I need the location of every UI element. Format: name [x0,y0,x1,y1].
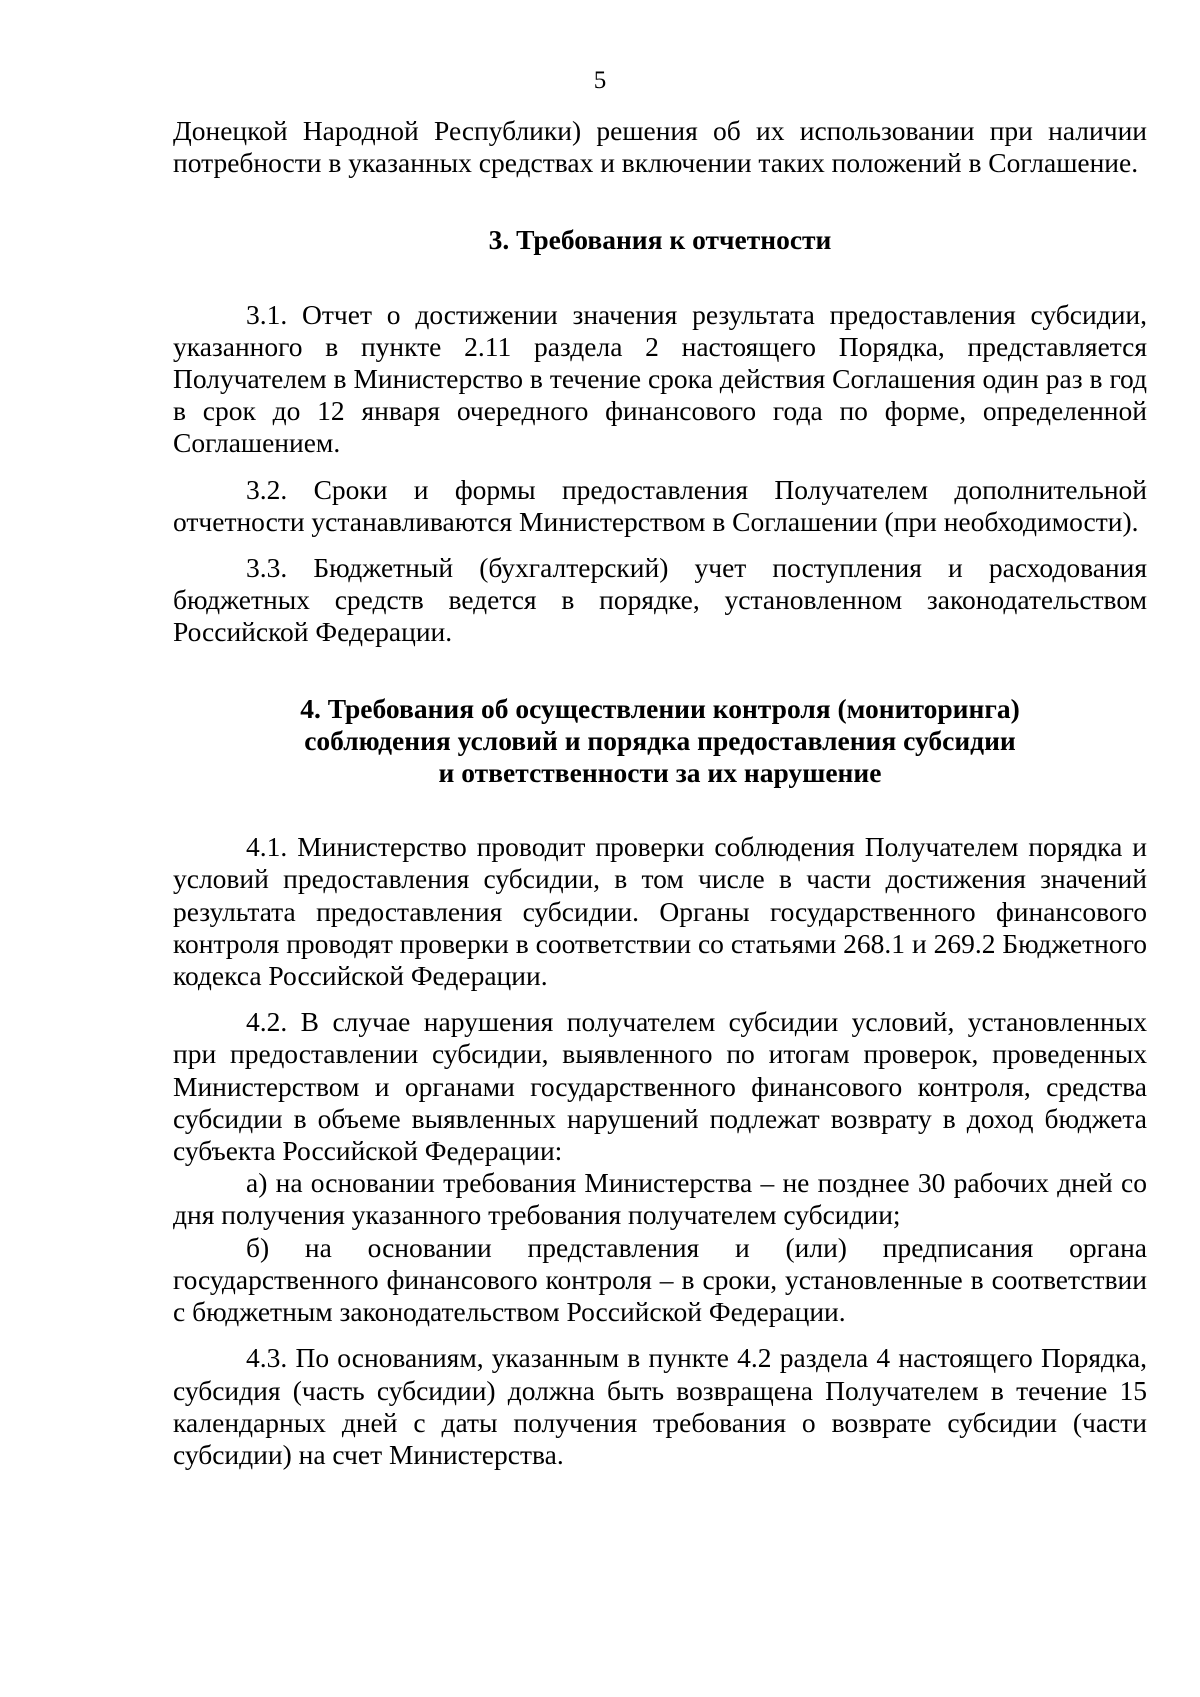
paragraph-4-1: 4.1. Министерство проводит проверки соблюдения Получателем порядка и условий предоставления субсидии, в том числе в части достижения значений результата предоставления субсидии. Органы государственного финансового контроля проводят проверки в соответствии со статьями 268.1 и 269.2 Бюджетного кодекса Российской Федерации. [173,831,1147,992]
paragraph-3-3: 3.3. Бюджетный (бухгалтерский) учет поступления и расходования бюджетных средств ведется в порядке, установленном законодательством Российской Федерации. [173,552,1147,648]
paragraph-3-1: 3.1. Отчет о достижении значения результата предоставления субсидии, указанного в пункте 2.11 раздела 2 настоящего Порядка, представляется Получателем в Министерство в течение срока действия Соглашения один раз в год в срок до 12 января очередного финансового года по форме, определенной Соглашением. [173,298,1147,459]
document-body [173,115,1147,1471]
paragraph-4-2: 4.2. В случае нарушения получателем субсидии условий, установленных при предоставлении субсидии, выявленного по итогам проверок, проведенных Министерством и органами государственного финансового контроля, средства субсидии в объеме выявленных нарушений подлежат возврату в доход бюджета субъекта Российской Федерации: [173,1006,1147,1167]
section-4-heading-line-1: 4. Требования об осуществлении контроля (мониторинга) [300,692,1020,724]
section-4-heading-line-3: и ответственности за их нарушение [438,757,882,789]
paragraph-4-2-b: б) на основании представления и (или) предписания органа государственного финансового контроля – в сроки, установленные в соответствии с бюджетным законодательством Российской Федерации. [173,1231,1147,1328]
intro-paragraph: Донецкой Народной Республики) решения об их использовании при наличии потребности в указанных средствах и включении таких положений в Соглашение. [173,115,1147,179]
section-3-heading: 3. Требования к отчетности [488,224,832,256]
paragraph-4-2-a: а) на основании требования Министерства – не позднее 30 рабочих дней со дня получения указанного требования получателем субсидии; [173,1167,1147,1231]
paragraph-3-2: 3.2. Сроки и формы предоставления Получателем дополнительной отчетности устанавливаются Министерством в Соглашении (при необходимости). [173,473,1147,537]
page-number: 5 [593,67,607,94]
section-4-heading-line-2: соблюдения условий и порядка предоставления субсидии [304,724,1016,756]
section-4-heading [173,693,1147,790]
paragraph-4-3: 4.3. По основаниям, указанным в пункте 4.2 раздела 4 настоящего Порядка, субсидия (часть субсидии) должна быть возвращена Получателем в течение 15 календарных дней с даты получения требования о возврате субсидии (части субсидии) на счет Министерства. [173,1342,1147,1470]
